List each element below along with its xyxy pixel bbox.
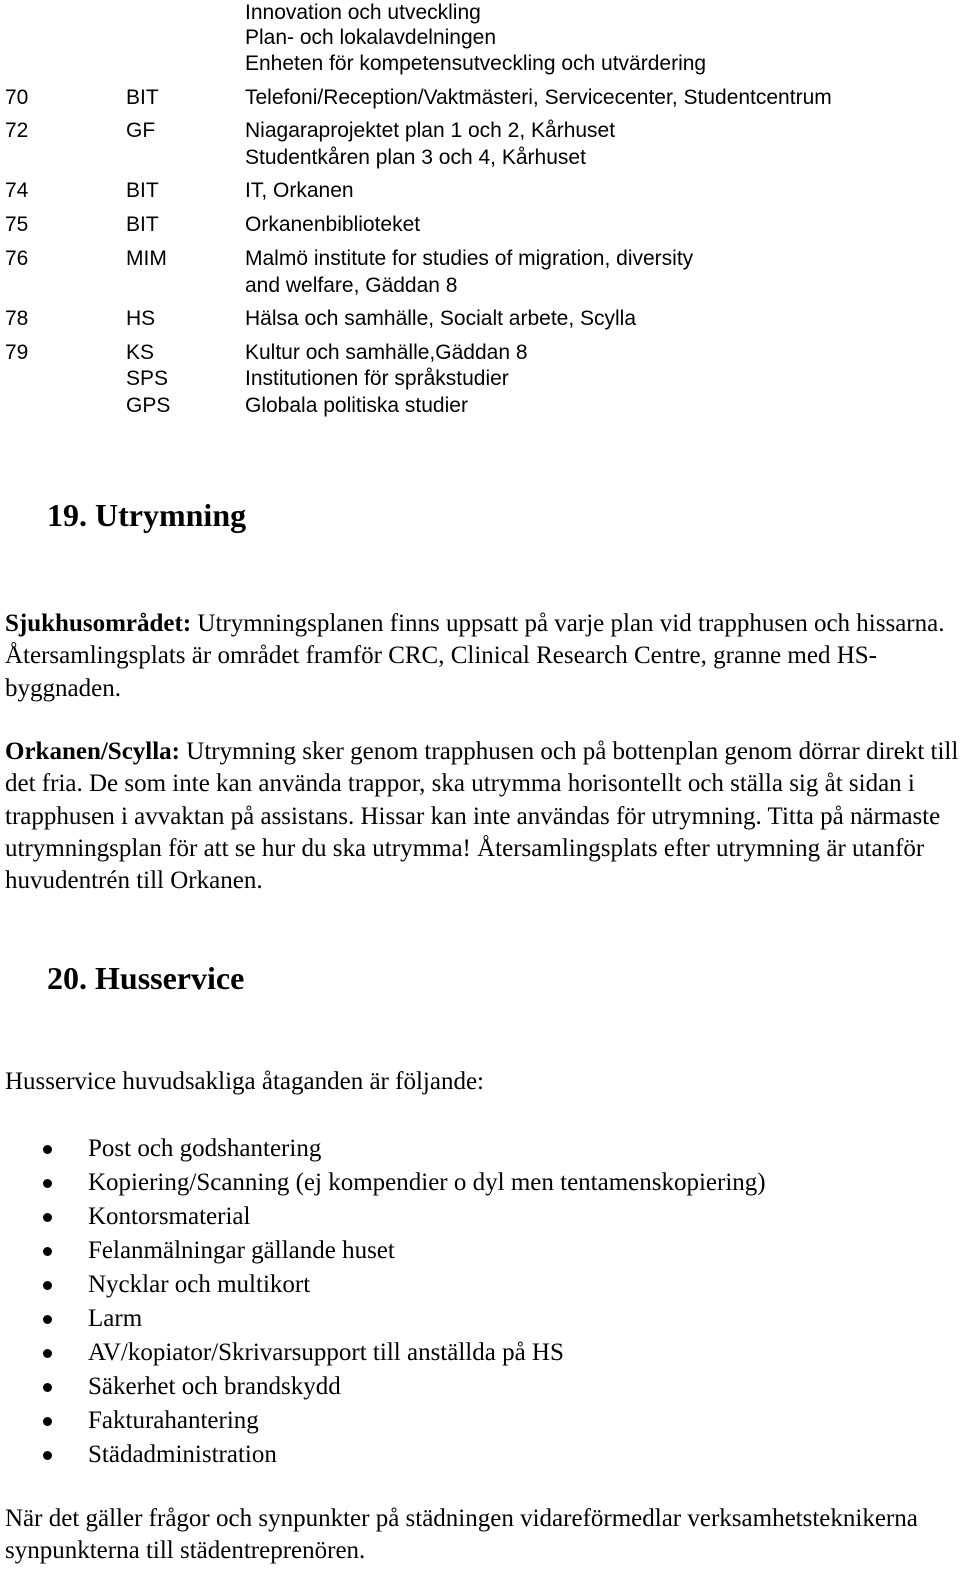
row-number: 78 [5,307,29,330]
row-description: Telefoni/Reception/Vaktmästeri, Servicecenter, Studentcentrum [245,86,832,109]
list-item: Larm [0,1302,766,1336]
row-code: BIT [126,86,159,109]
bullet-icon [43,1451,52,1460]
table-header-line: Innovation och utveckling [245,1,481,24]
row-number: 76 [5,247,29,270]
paragraph-sjukhusomradet [5,608,960,705]
row-description: and welfare, Gäddan 8 [245,274,458,297]
row-number: 74 [5,179,29,202]
row-description: Globala politiska studier [245,394,468,417]
row-description: Institutionen för språkstudier [245,367,509,390]
row-code: MIM [126,247,167,270]
row-description: Orkanenbiblioteket [245,213,421,236]
row-code: KS [126,341,155,364]
row-description: IT, Orkanen [245,179,354,202]
husservice-intro: Husservice huvudsakliga åtaganden är följande: [5,1068,484,1095]
paragraph-orkanen-scylla [5,736,960,897]
row-code: SPS [126,367,169,390]
list-item: Säkerhet och brandskydd [0,1370,766,1404]
bullet-icon [43,1349,52,1358]
row-code: BIT [126,213,159,236]
paragraph-label: Sjukhusområdet: [5,610,192,637]
list-item: Kopiering/Scanning (ej kompendier o dyl men tentamenskopiering) [0,1166,766,1200]
row-number: 72 [5,119,29,142]
list-item: Fakturahantering [0,1404,766,1438]
table-header-line: Enheten för kompetensutveckling och utvärdering [245,52,707,75]
bullet-icon [43,1383,52,1392]
table-header-line: Plan- och lokalavdelningen [245,26,497,49]
closing-paragraph: När det gäller frågor och synpunkter på städningen vidareförmedlar verksamhetsteknikerna synpunkterna till städentreprenören. [5,1505,918,1565]
row-description: Niagaraprojektet plan 1 och 2, Kårhuset [245,119,616,142]
row-description: Kultur och samhälle,Gäddan 8 [245,341,528,364]
row-number: 75 [5,213,29,236]
row-number: 79 [5,341,29,364]
row-code: HS [126,307,156,330]
bullet-icon [43,1247,52,1256]
list-item: Städadministration [0,1438,766,1472]
list-item: Felanmälningar gällande huset [0,1234,766,1268]
husservice-list [0,1132,766,1472]
bullet-icon [43,1145,52,1154]
list-item: Nycklar och multikort [0,1268,766,1302]
bullet-icon [43,1213,52,1222]
paragraph-text: Utrymningsplanen finns uppsatt på varje plan vid trapphusen och hissarna. Återsamlingsplats är området framför CRC, Clinical Research Centre, granne med HS-byggnaden. [5,610,945,702]
paragraph-text: Utrymning sker genom trapphusen och på bottenplan genom dörrar direkt till det fria. De som inte kan använda trappor, ska utrymma horisontellt och ställa sig åt sidan i trapphusen i avvaktan på assistans. Hissar kan inte användas för utrymning. Titta på närmaste utrymningsplan för att se hur du ska utrymma! Återsamlingsplats efter utrymning är utanför huvudentrén till Orkanen. [5,738,959,895]
row-number: 70 [5,86,29,109]
row-code: BIT [126,179,159,202]
row-description: Studentkåren plan 3 och 4, Kårhuset [245,146,586,169]
bullet-icon [43,1281,52,1290]
paragraph-label: Orkanen/Scylla: [5,738,181,765]
bullet-icon [43,1417,52,1426]
row-code: GF [126,119,156,142]
list-item: AV/kopiator/Skrivarsupport till anställda på HS [0,1336,766,1370]
list-item: Post och godshantering [0,1132,766,1166]
bullet-icon [43,1179,52,1188]
bullet-icon [43,1315,52,1324]
row-description: Malmö institute for studies of migration, diversity [245,247,694,270]
list-item: Kontorsmaterial [0,1200,766,1234]
row-description: Hälsa och samhälle, Socialt arbete, Scylla [245,307,637,330]
section-20-title: 20. Husservice [47,960,245,996]
row-code: GPS [126,394,171,417]
section-19-title: 19. Utrymning [47,497,247,533]
